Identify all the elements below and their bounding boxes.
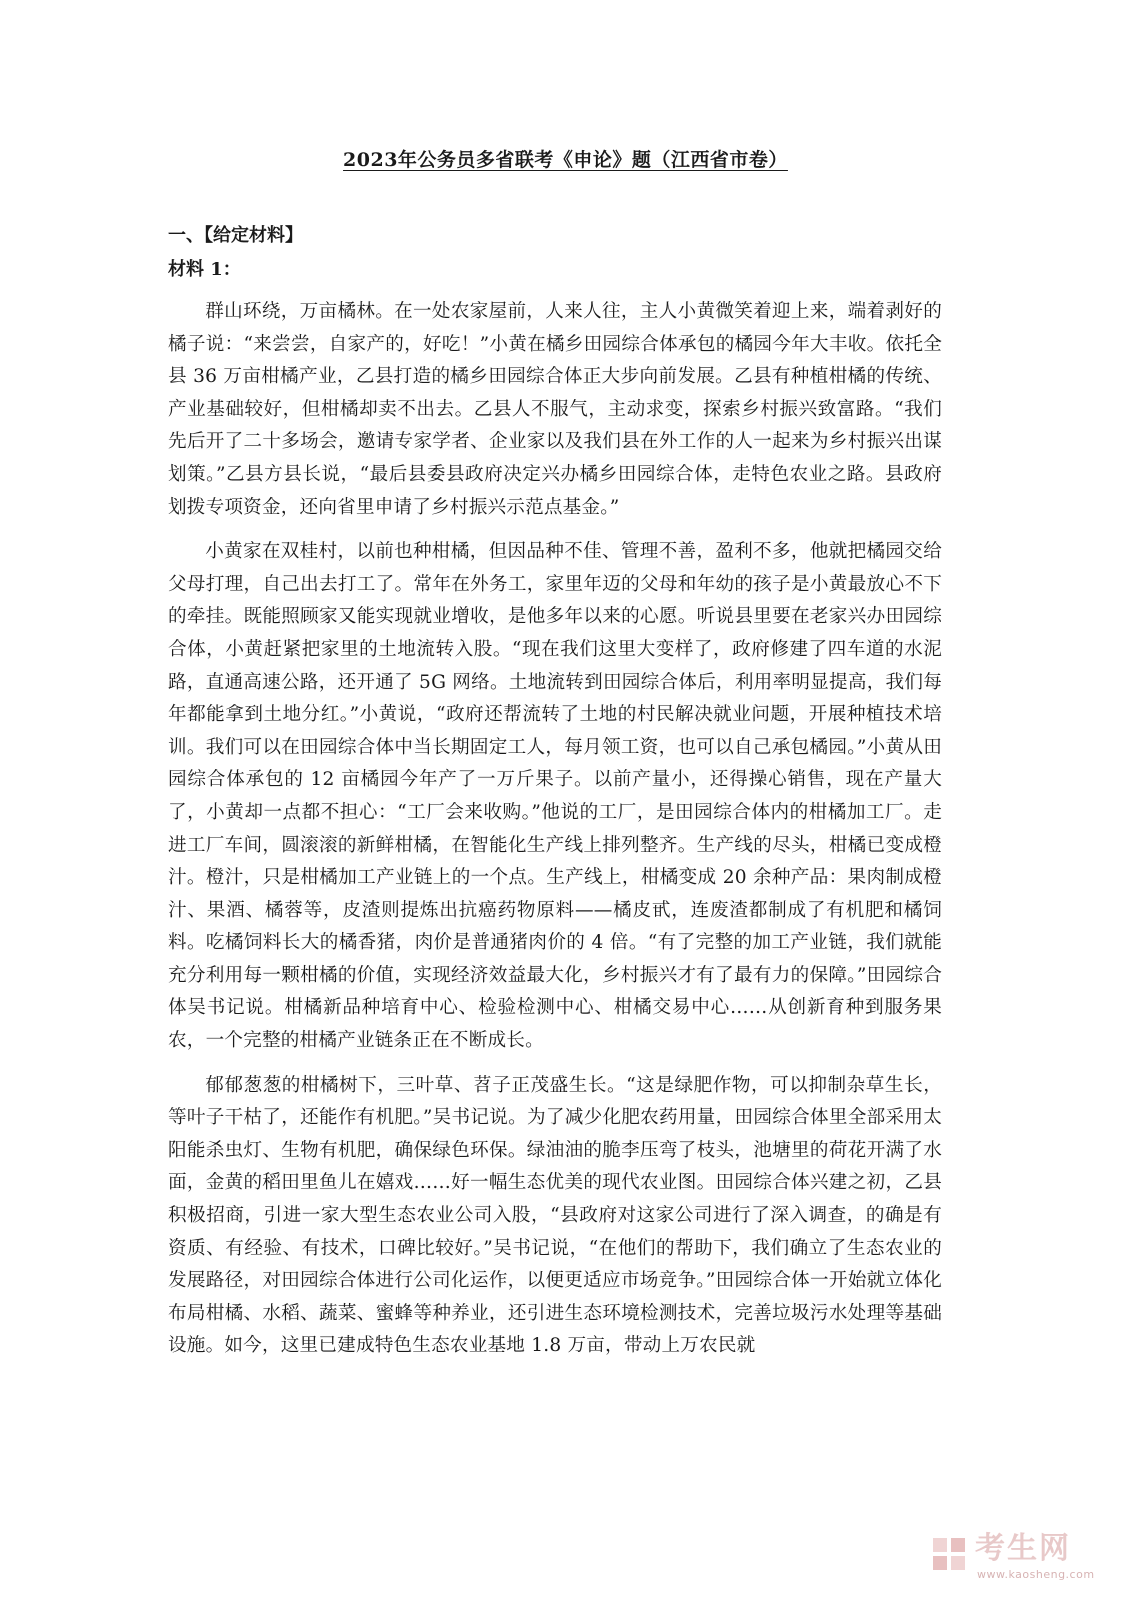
paragraph-2: 小黄家在双桂村，以前也种柑橘，但因品种不佳、管理不善，盈利不多，他就把橘园交给父母打理，自己出去打工了。常年在外务工，家里年迈的父母和年幼的孩子是小黄最放心不下的牵挂。既能照顾家又能实现就业增收，是他多年以来的心愿。听说县里要在老家兴办田园综合体，小黄赶紧把家里的土地流转入股。“现在我们这里大变样了，政府修建了四车道的水泥路，直通高速公路，还开通了 5G 网络。土地流转到田园综合体后，利用率明显提高，我们每年都能拿到土地分红。”小黄说，“政府还帮流转了土地的村民解决就业问题，开展种植技术培训。我们可以在田园综合体中当长期固定工人，每月领工资，也可以自己承包橘园。”小黄从田园综合体承包的 12 亩橘园今年产了一万斤果子。以前产量小，还得操心销售，现在产量大了，小黄却一点都不担心：“工厂会来收购。”他说的工厂，是田园综合体内的柑橘加工厂。走进工厂车间，圆滚滚的新鲜柑橘，在智能化生产线上排列整齐。生产线的尽头，柑橘已变成橙汁。橙汁，只是柑橘加工产业链上的一个点。生产线上，柑橘变成 20 余种产品：果肉制成橙汁、果酒、橘蓉等，皮渣则提炼出抗癌药物原料——橘皮甙，连废渣都制成了有机肥和橘饲料。吃橘饲料长大的橘香猪，肉价是普通猪肉价的 4 倍。“有了完整的加工产业链，我们就能充分利用每一颗柑橘的价值，实现经济效益最大化，乡村振兴才有了最有力的保障。”田园综合体吴书记说。柑橘新品种培育中心、检验检测中心、柑橘交易中心……从创新育种到服务果农，一个完整的柑橘产业链条正在不断成长。 <box>168 541 942 1052</box>
section-heading: 一、【给定材料】 <box>168 225 303 246</box>
paragraph-1: 群山环绕，万亩橘林。在一处农家屋前，人来人往，主人小黄微笑着迎上来，端着剥好的橘子说：“来尝尝，自家产的，好吃！”小黄在橘乡田园综合体承包的橘园今年大丰收。依托全县 36 万亩柑橘产业，乙县打造的橘乡田园综合体正大步向前发展。乙县有种植柑橘的传统、产业基础较好，但柑橘却卖不出去。乙县人不服气，主动求变，探索乡村振兴致富路。“我们先后开了二十多场会，邀请专家学者、企业家以及我们县在外工作的人一起来为乡村振兴出谋划策。”乙县方县长说，“最后县委县政府决定兴办橘乡田园综合体，走特色农业之路。县政府划拨专项资金，还向省里申请了乡村振兴示范点基金。” <box>168 301 942 518</box>
document-title: 2023年公务员多省联考《申论》题（江西省市卷） <box>343 149 788 171</box>
paragraph-3: 郁郁葱葱的柑橘树下，三叶草、苕子正茂盛生长。“这是绿肥作物，可以抑制杂草生长，等叶子干枯了，还能作有机肥。”吴书记说。为了减少化肥农药用量，田园综合体里全部采用太阳能杀虫灯、生物有机肥，确保绿色环保。绿油油的脆李压弯了枝头，池塘里的荷花开满了水面，金黄的稻田里鱼儿在嬉戏……好一幅生态优美的现代农业图。田园综合体兴建之初，乙县积极招商，引进一家大型生态农业公司入股，“县政府对这家公司进行了深入调查，的确是有资质、有经验、有技术，口碑比较好。”吴书记说，“在他们的帮助下，我们确立了生态农业的发展路径，对田园综合体进行公司化运作，以便更适应市场竞争。”田园综合体一开始就立体化布局柑橘、水稻、蔬菜、蜜蜂等种养业，还引进生态环境检测技术，完善垃圾污水处理等基础设施。如今，这里已建成特色生态农业基地 1.8 万亩，带动上万农民就 <box>168 1074 942 1357</box>
watermark-url: www.kaosheng.com <box>977 1568 1095 1581</box>
watermark <box>931 1530 1095 1586</box>
watermark-brand: 考生网 <box>975 1531 1071 1566</box>
material-heading: 材料 1： <box>168 259 241 280</box>
document-body <box>168 222 942 1375</box>
watermark-logo-icon <box>931 1536 967 1572</box>
